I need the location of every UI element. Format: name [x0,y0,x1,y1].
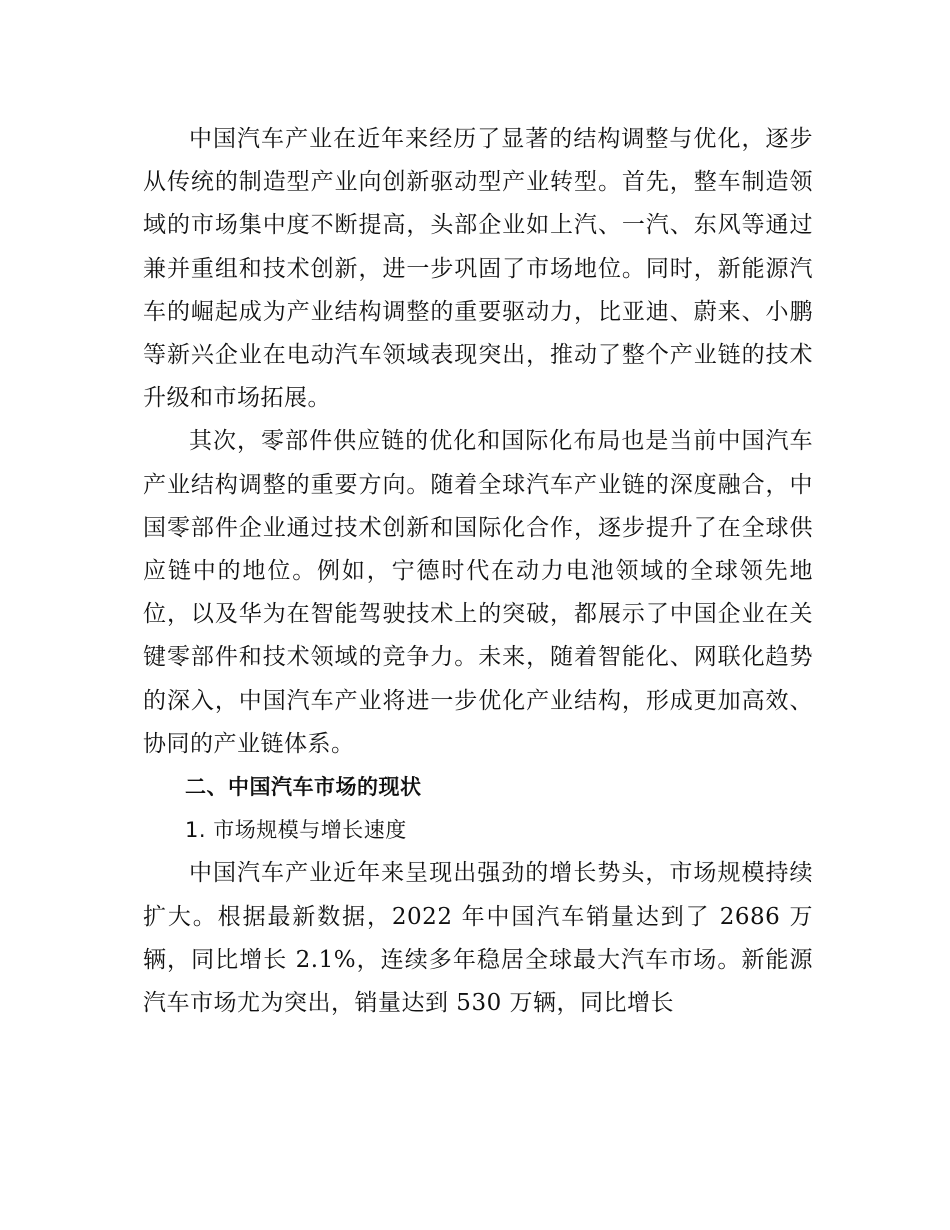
paragraph-supply-chain: 其次，零部件供应链的优化和国际化布局也是当前中国汽车产业结构调整的重要方向。随着全球汽车产业链的深度融合，中国零部件企业通过技术创新和国际化合作，逐步提升了在全球供应链中的地位。例如，宁德时代在动力电池领域的全球领先地位，以及华为在智能驾驶技术上的突破，都展示了中国企业在关键零部件和技术领域的竞争力。未来，随着智能化、网联化趋势的深入，中国汽车产业将进一步优化产业结构，形成更加高效、协同的产业链体系。 [143,428,813,757]
subsection-heading: 1. 市场规模与增长速度 [185,818,407,843]
section-heading: 二、中国汽车市场的现状 [185,775,422,800]
paragraph-market-size: 中国汽车产业近年来呈现出强劲的增长势头，市场规模持续扩大。根据最新数据，2022 年中国汽车销量达到了 2686 万辆，同比增长 2.1%，连续多年稳居全球最大汽车市场。新能源汽车市场尤为突出，销量达到 530 万辆，同比增长 [143,860,813,1017]
paragraph-industry-structure: 中国汽车产业在近年来经历了显著的结构调整与优化，逐步从传统的制造型产业向创新驱动型产业转型。首先，整车制造领域的市场集中度不断提高，头部企业如上汽、一汽、东风等通过兼并重组和技术创新，进一步巩固了市场地位。同时，新能源汽车的崛起成为产业结构调整的重要驱动力，比亚迪、蔚来、小鹏等新兴企业在电动汽车领域表现突出，推动了整个产业链的技术升级和市场拓展。 [143,126,813,412]
document-page [143,118,813,1025]
